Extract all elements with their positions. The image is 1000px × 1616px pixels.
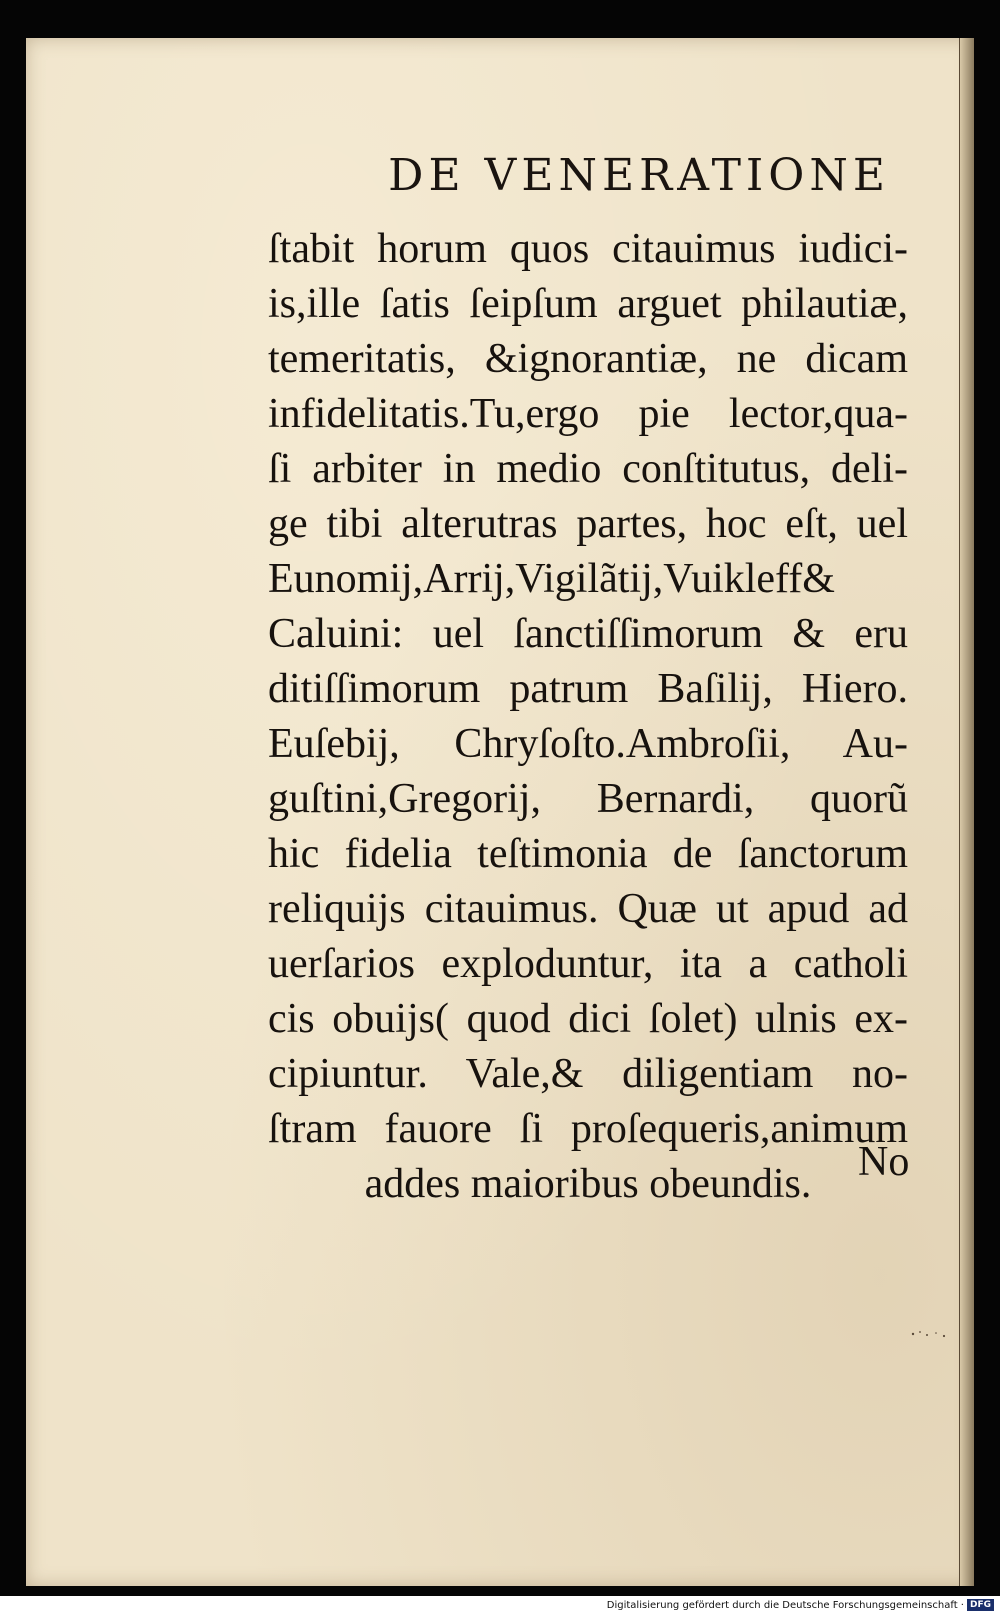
text-line: Euſebij, Chryſoſto.Ambroſii, Au- — [268, 721, 908, 767]
text-line: ſi arbiter in medio conſtitutus, deli- — [268, 446, 908, 492]
text-line: ge tibi alterutras partes, hoc eſt, uel — [268, 501, 908, 547]
book-page — [26, 38, 974, 1586]
page-gutter — [959, 38, 974, 1586]
text-line: ſtabit horum quos citauimus iudici- — [268, 226, 908, 272]
text-line: infidelitatis.Tu,ergo pie lector,qua- — [268, 391, 908, 437]
text-line: ditiſſimorum patrum Baſilij, Hiero. — [268, 666, 908, 712]
text-line-last: addes maioribus obeundis. — [364, 1161, 812, 1207]
dfg-logo: DFG — [967, 1599, 994, 1611]
text-line: ſtram fauore ſi proſequeris,animum — [268, 1106, 908, 1152]
body-text — [268, 222, 908, 1212]
text-line: cis obuijs( quod dici ſolet) ulnis ex- — [268, 996, 908, 1042]
running-head: DE VENERATIONE — [388, 150, 890, 201]
text-line: cipiuntur. Vale,& diligentiam no- — [268, 1051, 908, 1097]
text-line: is,ille ſatis ſeipſum arguet philautiæ, — [268, 281, 908, 327]
text-line: uerſarios exploduntur, ita a catholi — [268, 941, 908, 987]
text-line: Eunomij,Arrij,Vigilãtij,Vuikleff& — [268, 556, 835, 602]
ink-specks — [910, 1328, 950, 1340]
footer-credit: Digitalisierung gefördert durch die Deutsche Forschungsgemeinschaft · — [606, 1600, 964, 1611]
catchword: No — [858, 1139, 910, 1185]
text-line: reliquijs citauimus. Quæ ut apud ad — [268, 886, 908, 932]
text-line: Caluini: uel ſanctiſſimorum & eru — [268, 611, 908, 657]
text-line: temeritatis, &ignorantiæ, ne dicam — [268, 336, 908, 382]
digitization-footer — [0, 1596, 1000, 1616]
text-line: guſtini,Gregorij, Bernardi, quorũ — [268, 776, 908, 822]
text-line: hic fidelia teſtimonia de ſanctorum — [268, 831, 908, 877]
